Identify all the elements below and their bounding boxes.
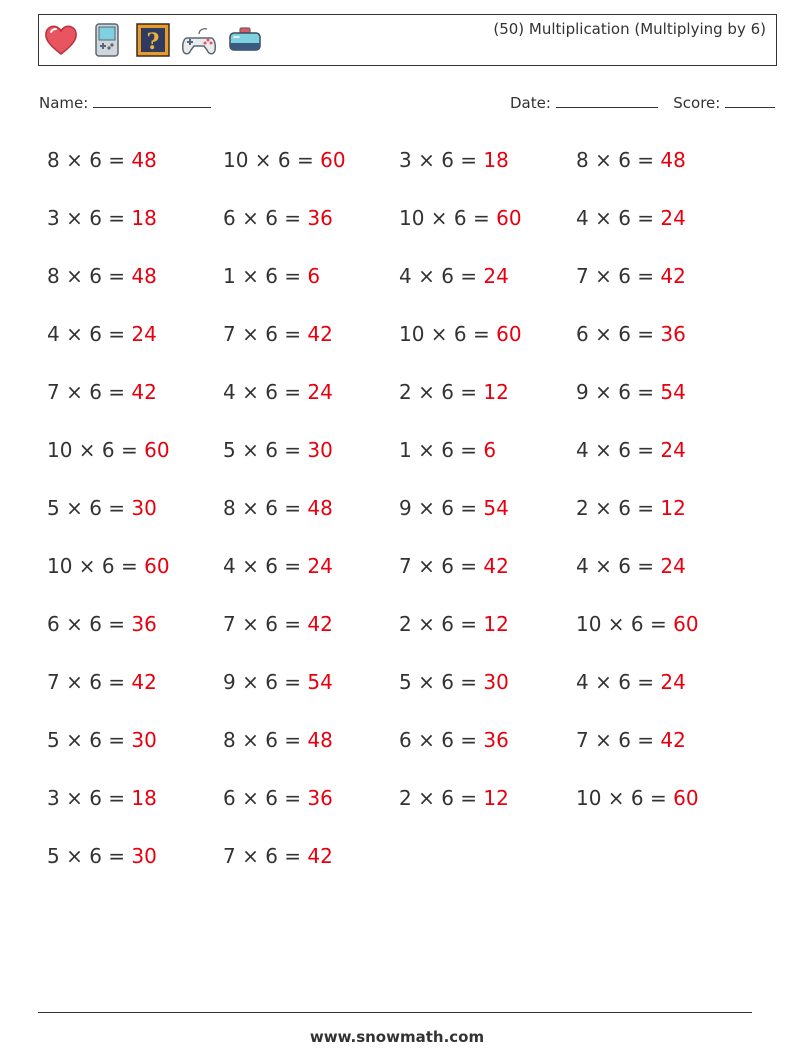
problem-question: 10 × 6 =	[223, 148, 314, 172]
problem-item	[47, 669, 157, 695]
problem-item	[47, 495, 157, 521]
problem-item	[223, 437, 333, 463]
problem-answer: 48	[660, 148, 686, 172]
problem-answer: 30	[131, 496, 157, 520]
problem-question: 10 × 6 =	[47, 554, 138, 578]
problem-answer: 48	[307, 728, 333, 752]
problem-question: 10 × 6 =	[576, 612, 667, 636]
problem-answer: 18	[483, 148, 509, 172]
problem-question: 4 × 6 =	[223, 380, 302, 404]
problem-item	[399, 263, 509, 289]
problem-question: 5 × 6 =	[399, 670, 478, 694]
problem-item	[47, 321, 157, 347]
problem-item	[576, 611, 699, 637]
problem-answer: 60	[673, 612, 699, 636]
problem-answer: 36	[483, 728, 509, 752]
problem-item	[399, 205, 522, 231]
problem-item	[47, 611, 157, 637]
problem-item	[223, 495, 333, 521]
score-blank	[725, 93, 775, 108]
problem-answer: 24	[660, 438, 686, 462]
name-blank	[93, 93, 211, 108]
problem-item	[47, 379, 157, 405]
problem-question: 10 × 6 =	[576, 786, 667, 810]
footer-divider	[38, 1012, 752, 1013]
problem-question: 8 × 6 =	[47, 264, 126, 288]
problem-answer: 42	[131, 380, 157, 404]
problem-answer: 42	[307, 844, 333, 868]
problem-question: 2 × 6 =	[399, 786, 478, 810]
problem-answer: 6	[483, 438, 497, 462]
problem-answer: 36	[307, 786, 333, 810]
problem-item	[47, 785, 157, 811]
problem-item	[399, 321, 522, 347]
header-icons	[43, 22, 263, 60]
problem-question: 8 × 6 =	[576, 148, 655, 172]
problem-answer: 60	[496, 206, 522, 230]
problem-item	[399, 437, 496, 463]
problem-item	[223, 263, 320, 289]
problem-item	[47, 437, 170, 463]
problem-question: 7 × 6 =	[576, 264, 655, 288]
problem-item	[576, 147, 686, 173]
problem-question: 4 × 6 =	[399, 264, 478, 288]
problem-answer: 30	[131, 844, 157, 868]
problem-question: 10 × 6 =	[399, 206, 490, 230]
problem-question: 7 × 6 =	[223, 322, 302, 346]
problem-answer: 36	[307, 206, 333, 230]
gamepad-icon	[181, 22, 217, 58]
problem-question: 1 × 6 =	[223, 264, 302, 288]
problem-question: 4 × 6 =	[223, 554, 302, 578]
svg-text:?: ?	[146, 29, 160, 55]
problem-question: 6 × 6 =	[223, 786, 302, 810]
problem-answer: 60	[320, 148, 346, 172]
date-label: Date:	[510, 94, 551, 112]
problem-question: 10 × 6 =	[47, 438, 138, 462]
problem-answer: 54	[307, 670, 333, 694]
problem-question: 6 × 6 =	[576, 322, 655, 346]
problem-question: 5 × 6 =	[47, 728, 126, 752]
handheld-console-icon	[89, 22, 125, 58]
problem-question: 4 × 6 =	[47, 322, 126, 346]
problem-question: 9 × 6 =	[223, 670, 302, 694]
problem-item	[576, 263, 686, 289]
problem-question: 6 × 6 =	[399, 728, 478, 752]
problem-answer: 24	[660, 670, 686, 694]
problem-item	[576, 553, 686, 579]
problem-item	[47, 147, 157, 173]
footer-url: www.snowmath.com	[309, 1028, 485, 1046]
problem-question: 2 × 6 =	[399, 380, 478, 404]
problem-question: 4 × 6 =	[576, 670, 655, 694]
problem-item	[47, 205, 157, 231]
problem-question: 5 × 6 =	[47, 496, 126, 520]
problem-question: 7 × 6 =	[576, 728, 655, 752]
problem-answer: 24	[660, 554, 686, 578]
problem-answer: 54	[483, 496, 509, 520]
problem-answer: 12	[483, 612, 509, 636]
problem-item	[47, 553, 170, 579]
problem-question: 3 × 6 =	[47, 206, 126, 230]
problem-item	[576, 669, 686, 695]
problem-item	[399, 495, 509, 521]
problem-question: 6 × 6 =	[223, 206, 302, 230]
question-block-icon	[135, 22, 171, 58]
problem-item	[399, 727, 509, 753]
problem-answer: 42	[660, 264, 686, 288]
problem-question: 9 × 6 =	[399, 496, 478, 520]
worksheet-header	[38, 14, 777, 66]
problem-item	[223, 611, 333, 637]
problem-item	[399, 611, 509, 637]
problem-answer: 30	[131, 728, 157, 752]
problem-answer: 60	[144, 438, 170, 462]
problem-answer: 24	[307, 554, 333, 578]
problem-item	[576, 205, 686, 231]
name-field	[39, 93, 211, 112]
problem-answer: 24	[660, 206, 686, 230]
problem-answer: 42	[307, 322, 333, 346]
problem-item	[399, 669, 509, 695]
problem-answer: 36	[660, 322, 686, 346]
problem-item	[399, 379, 509, 405]
problem-item	[47, 727, 157, 753]
problem-answer: 36	[131, 612, 157, 636]
problem-answer: 18	[131, 206, 157, 230]
problem-answer: 6	[307, 264, 321, 288]
problem-item	[399, 147, 509, 173]
problem-question: 4 × 6 =	[576, 206, 655, 230]
problem-question: 7 × 6 =	[223, 612, 302, 636]
problem-answer: 30	[307, 438, 333, 462]
problem-answer: 48	[307, 496, 333, 520]
problem-answer: 60	[496, 322, 522, 346]
name-label: Name:	[39, 94, 89, 112]
date-blank	[556, 93, 658, 108]
problem-question: 1 × 6 =	[399, 438, 478, 462]
problem-item	[399, 785, 509, 811]
problem-answer: 12	[660, 496, 686, 520]
problem-question: 5 × 6 =	[223, 438, 302, 462]
problem-answer: 48	[131, 148, 157, 172]
problem-answer: 42	[307, 612, 333, 636]
problem-item	[223, 553, 333, 579]
problem-item	[223, 669, 333, 695]
problem-question: 7 × 6 =	[399, 554, 478, 578]
problem-question: 3 × 6 =	[399, 148, 478, 172]
problem-question: 10 × 6 =	[399, 322, 490, 346]
problem-item	[223, 147, 346, 173]
date-score-field	[510, 93, 775, 112]
problem-question: 7 × 6 =	[223, 844, 302, 868]
problem-answer: 24	[131, 322, 157, 346]
problem-answer: 54	[660, 380, 686, 404]
problem-question: 4 × 6 =	[576, 554, 655, 578]
problem-item	[47, 263, 157, 289]
problem-question: 7 × 6 =	[47, 670, 126, 694]
problem-question: 9 × 6 =	[576, 380, 655, 404]
problem-item	[223, 843, 333, 869]
worksheet-title: (50) Multiplication (Multiplying by 6)	[493, 20, 766, 38]
problem-item	[576, 785, 699, 811]
problem-question: 4 × 6 =	[576, 438, 655, 462]
problem-item	[576, 321, 686, 347]
problem-question: 5 × 6 =	[47, 844, 126, 868]
problem-answer: 42	[483, 554, 509, 578]
problem-answer: 12	[483, 380, 509, 404]
problem-question: 7 × 6 =	[47, 380, 126, 404]
problem-answer: 30	[483, 670, 509, 694]
problem-question: 3 × 6 =	[47, 786, 126, 810]
vr-headset-icon	[227, 22, 263, 58]
problem-item	[223, 379, 333, 405]
problem-item	[223, 321, 333, 347]
problem-item	[223, 727, 333, 753]
problem-answer: 48	[131, 264, 157, 288]
problem-item	[223, 205, 333, 231]
problem-item	[399, 553, 509, 579]
problem-item	[576, 437, 686, 463]
problem-answer: 60	[144, 554, 170, 578]
problem-answer: 18	[131, 786, 157, 810]
problem-item	[576, 727, 686, 753]
problem-question: 8 × 6 =	[223, 728, 302, 752]
problem-question: 2 × 6 =	[399, 612, 478, 636]
problem-question: 6 × 6 =	[47, 612, 126, 636]
problem-answer: 12	[483, 786, 509, 810]
problem-answer: 24	[483, 264, 509, 288]
problem-question: 2 × 6 =	[576, 496, 655, 520]
problem-answer: 60	[673, 786, 699, 810]
heart-icon	[43, 22, 79, 58]
problem-question: 8 × 6 =	[223, 496, 302, 520]
problem-answer: 42	[660, 728, 686, 752]
problem-item	[223, 785, 333, 811]
problem-item	[576, 379, 686, 405]
score-label: Score:	[673, 94, 721, 112]
problem-item	[576, 495, 686, 521]
problem-answer: 42	[131, 670, 157, 694]
problem-answer: 24	[307, 380, 333, 404]
problem-item	[47, 843, 157, 869]
problem-question: 8 × 6 =	[47, 148, 126, 172]
